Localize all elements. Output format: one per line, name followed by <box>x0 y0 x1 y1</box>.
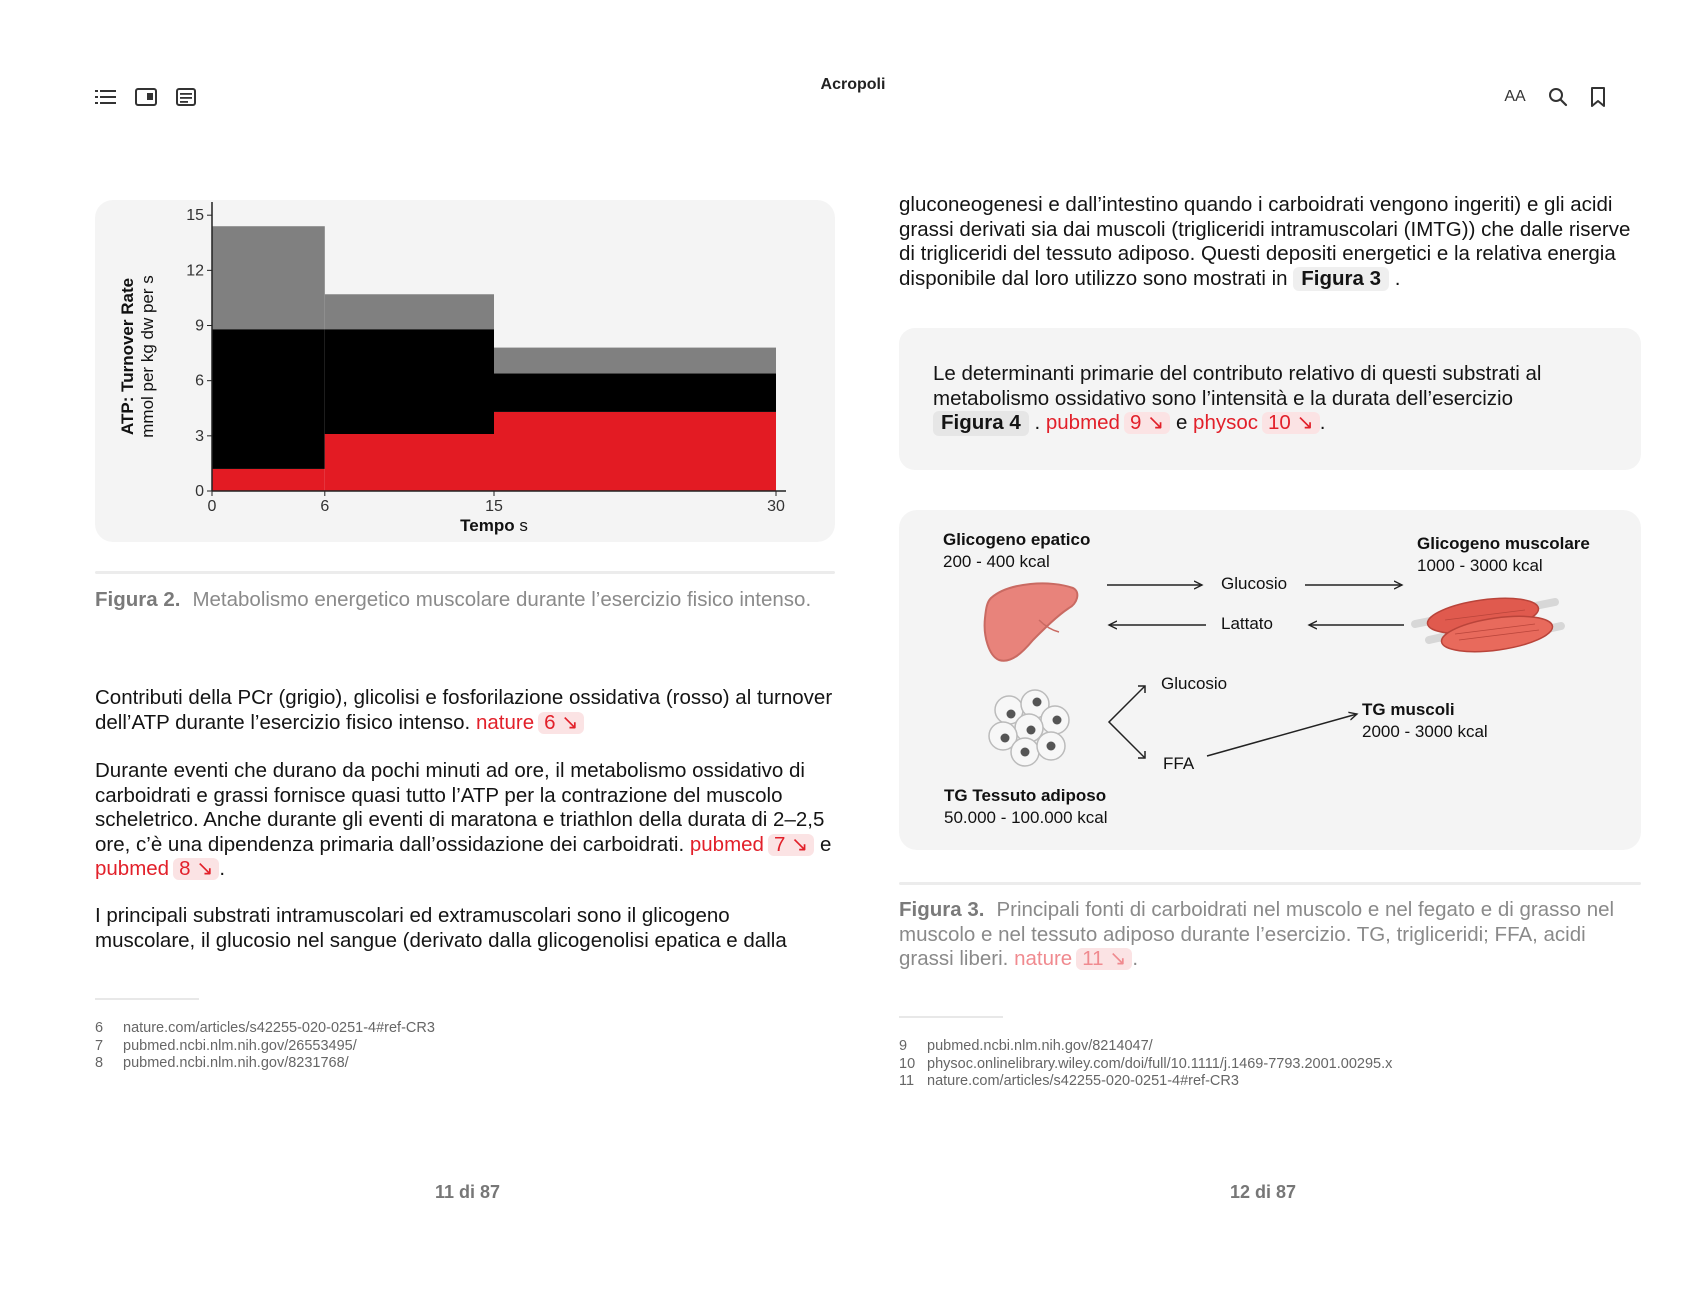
atp-turnover-chart <box>95 200 835 542</box>
app-title: Acropoli <box>820 76 886 93</box>
chart-bar-segment <box>494 412 776 491</box>
figure-3-panel <box>899 510 1641 850</box>
figure-3-caption: Figura 3. Principali fonti di carboidrati nel muscolo e nel fegato e di grasso nel muscolo e nel tessuto adiposo durante l’esercizio. TG, trigliceridi; FFA, acidi grassi liberi. nature 11 ↘ . <box>899 898 1615 970</box>
citation-badge[interactable]: 11 ↘ <box>1076 948 1132 970</box>
y-tick-label: 9 <box>195 317 204 335</box>
footnotes <box>899 1038 1641 1091</box>
paragraph <box>95 686 835 735</box>
chart-bar-segment <box>325 329 494 434</box>
paragraph: I principali substrati intramuscolari ed extramuscolari sono il glicogeno muscolare, il glucosio nel sangue (derivato dalla glicogenolisi epatica e dalla <box>95 904 787 952</box>
x-tick-label: 0 <box>207 498 217 515</box>
y-tick-label: 12 <box>186 262 204 280</box>
chart-bar-segment <box>325 434 494 491</box>
chart-bar-segment <box>325 294 494 329</box>
figure-4-reference[interactable]: Figura 4 <box>933 411 1029 436</box>
paragraph-text: Contributi della PCr (grigio), glicolisi e fosforilazione ossidativa (rosso) al turnover dell’ATP durante l’esercizio fisico intenso. <box>95 686 833 734</box>
conjunction: e <box>819 832 832 856</box>
glucose-label: Glucosio <box>1221 574 1288 593</box>
citation-badge[interactable]: 7 ↘ <box>768 834 814 856</box>
glucose-label: Glucosio <box>1161 674 1228 693</box>
liver-title: Glicogeno epatico <box>943 530 1091 549</box>
x-axis-label: Tempo s <box>460 516 528 535</box>
lactate-label: Lattato <box>1221 614 1273 633</box>
figure-3-reference[interactable]: Figura 3 <box>1293 267 1389 292</box>
ffa-label: FFA <box>1163 754 1195 773</box>
figure-label: Figura 2. <box>95 588 181 611</box>
footnote-item[interactable]: 8 pubmed.ncbi.nlm.nih.gov/8231768/ <box>95 1055 349 1071</box>
footnote-item[interactable]: 11 nature.com/articles/s42255-020-0251-4#ref-CR3 <box>899 1073 1239 1089</box>
adipose-tissue-icon <box>989 690 1069 766</box>
y-tick-label: 3 <box>195 427 204 445</box>
adipose-title: TG Tessuto adiposo <box>944 786 1107 805</box>
chart-bar-segment <box>212 329 325 469</box>
citation-link-pubmed[interactable]: pubmed <box>1045 411 1120 434</box>
adipose-value: 50.000 - 100.000 kcal <box>944 808 1108 827</box>
chart-bar-segment <box>212 469 325 491</box>
chart-bar-segment <box>212 226 325 329</box>
citation-link-physoc[interactable]: physoc <box>1193 411 1259 434</box>
liver-icon <box>985 583 1078 660</box>
citation-badge[interactable]: 8 ↘ <box>173 858 219 880</box>
divider <box>95 571 835 574</box>
caption-text: Metabolismo energetico muscolare durante l’esercizio fisico intenso. <box>192 588 812 611</box>
paragraph: gluconeogenesi e dall’intestino quando i carboidrati vengono ingeriti) e gli acidi grassi derivati sia dai muscoli (trigliceridi intramuscolari (IMTG)) che dalle riserve di trigliceridi del tessuto adiposo. Questi depositi energetici e la relativa energia disponibile dal loro utilizzo sono mostrati in Figura 3 . <box>899 193 1631 290</box>
font-size-label: AA <box>1504 88 1526 105</box>
x-tick-label: 30 <box>767 498 785 515</box>
page-number: 12 di 87 <box>1230 1182 1297 1202</box>
paragraph-text: Durante eventi che durano da pochi minuti ad ore, il metabolismo ossidativo di carboidrati e grassi fornisce quasi tutto l’ATP per la contrazione del muscolo scheletrico. Anche durante gli eventi di maratona e triathlon della durata di 2–2,5 ore, c’è una dipendenza primaria dall’ossidazione dei carboidrati. <box>95 759 825 856</box>
branch-arrow <box>1109 686 1145 758</box>
chart-bar-segment <box>494 348 776 374</box>
figure-2-caption <box>95 588 835 613</box>
citation-badge[interactable]: 9 ↘ <box>1124 412 1170 434</box>
y-axis-unit-label: mmol per kg dw per s <box>138 275 157 438</box>
muscle-title: Glicogeno muscolare <box>1417 534 1590 553</box>
footnotes <box>95 1020 835 1073</box>
x-tick-label: 6 <box>320 498 330 515</box>
footnote-item[interactable]: 7 pubmed.ncbi.nlm.nih.gov/26553495/ <box>95 1037 357 1054</box>
figure-label: Figura 3. <box>899 898 985 921</box>
search-icon[interactable] <box>1545 84 1571 110</box>
divider <box>899 882 1641 885</box>
paragraph-text: gluconeogenesi e dall’intestino quando i carboidrati vengono ingeriti) e gli acidi grassi derivati sia dai muscoli (trigliceridi intramuscolari (IMTG)) che dalle riserve di trigliceridi del tessuto adiposo. Questi depositi energetici e la relativa energia disponibile dal loro utilizzo sono mostrati in <box>899 193 1631 290</box>
y-tick-label: 6 <box>195 372 204 390</box>
arrow-ffa-to-tg-muscle <box>1207 714 1357 756</box>
muscle-icon <box>1415 592 1561 657</box>
tg-muscle-title: TG muscoli <box>1362 700 1455 719</box>
bookmark-icon[interactable] <box>1585 84 1611 110</box>
caption-text: Principali fonti di carboidrati nel muscolo e nel fegato e di grasso nel muscolo e nel tessuto adiposo durante l’esercizio. TG, trigliceridi; FFA, acidi grassi liberi. <box>899 898 1615 970</box>
footnote-item[interactable]: 10 physoc.onlinelibrary.wiley.com/doi/full/10.1111/j.1469-7793.2001.00295.x <box>899 1055 1393 1072</box>
y-tick-label: 0 <box>195 483 204 500</box>
footnote-divider <box>899 1016 1003 1018</box>
x-tick-label: 15 <box>485 498 503 515</box>
figure-2-panel <box>95 200 835 542</box>
citation-badge[interactable]: 6 ↘ <box>538 712 584 734</box>
muscle-value: 1000 - 3000 kcal <box>1417 556 1543 575</box>
citation-link-pubmed[interactable]: pubmed <box>95 857 170 880</box>
citation-badge[interactable]: 10 ↘ <box>1262 412 1320 434</box>
tg-muscle-value: 2000 - 3000 kcal <box>1362 722 1488 741</box>
footnote-divider <box>95 998 199 1000</box>
callout-box: Le determinanti primarie del contributo relativo di questi substrati al metabolismo ossidativo sono l’intensità e la durata dell’esercizio Figura 4 . pubmed 9 ↘ e physoc 10 ↘ . <box>899 328 1641 470</box>
callout-text: Le determinanti primarie del contributo relativo di questi substrati al metabolismo ossidativo sono l’intensità e la durata dell’esercizio <box>933 362 1542 410</box>
page-number: 11 di 87 <box>435 1182 501 1202</box>
paragraph: Durante eventi che durano da pochi minuti ad ore, il metabolismo ossidativo di carboidrati e grassi fornisce quasi tutto l’ATP per la contrazione del muscolo scheletrico. Anche durante gli eventi di maratona e triathlon della durata di 2–2,5 ore, c’è una dipendenza primaria dall’ossidazione dei carboidrati. pubmed 7 ↘ e pubmed 8 ↘ . <box>95 759 832 880</box>
chart-bar-segment <box>494 373 776 412</box>
citation-link-pubmed[interactable]: pubmed <box>689 832 764 856</box>
font-size-icon[interactable] <box>1500 84 1530 110</box>
y-tick-label: 15 <box>186 207 204 225</box>
citation-link-nature[interactable]: nature <box>1014 947 1073 970</box>
liver-value: 200 - 400 kcal <box>943 552 1050 571</box>
y-axis-label: ATP: Turnover Rate <box>118 277 137 436</box>
footnote-item[interactable]: 9 pubmed.ncbi.nlm.nih.gov/8214047/ <box>899 1038 1153 1054</box>
footnote-item[interactable]: 6 nature.com/articles/s42255-020-0251-4#ref-CR3 <box>95 1020 435 1036</box>
citation-link-nature[interactable]: nature <box>475 710 535 734</box>
